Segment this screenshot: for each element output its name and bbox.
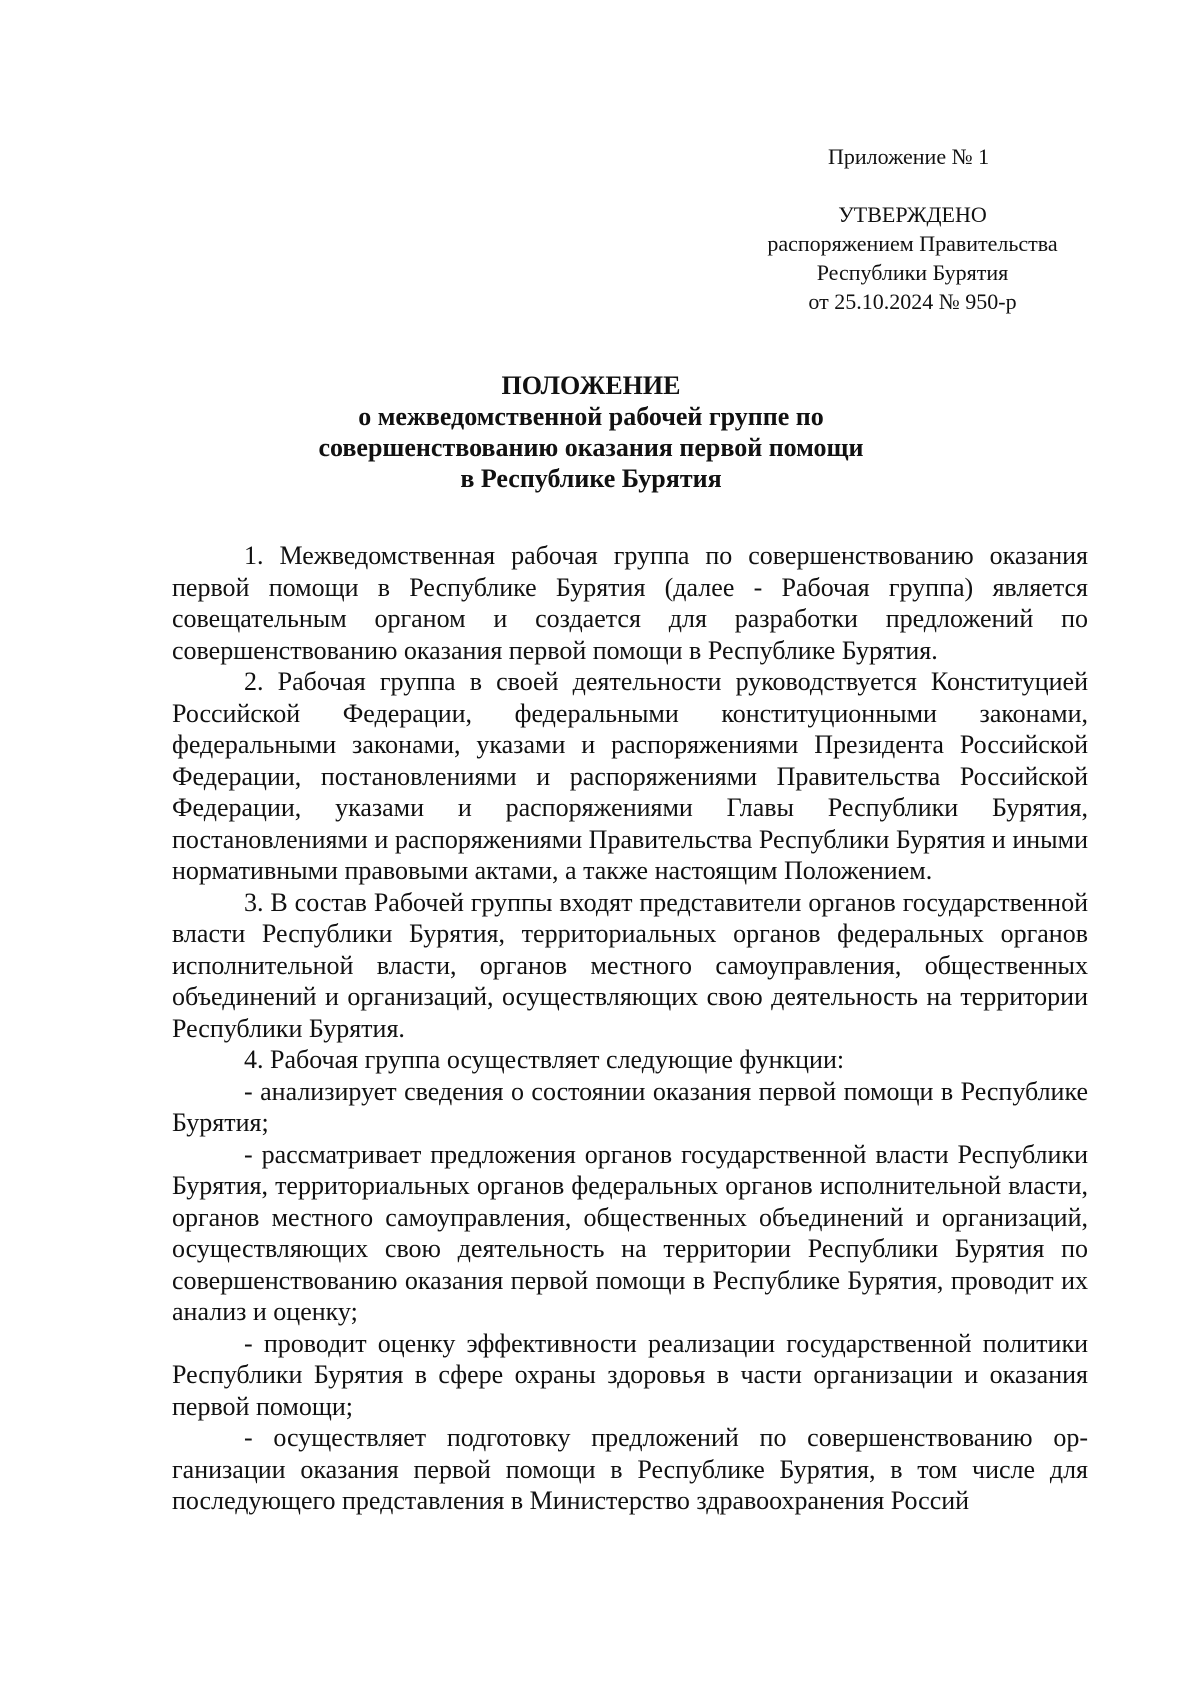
title-line: о межведомственной рабочей группе по [358, 402, 824, 431]
title-line: совершенствованию оказания первой помощи [318, 433, 864, 462]
list-item: - осуществляет подготовку предложений по совершенствованию организации оказания первой помощи в Республике Бурятия, в том числе для последующего представления в Министерство здравоохранения Россий [172, 1423, 1088, 1515]
document-title [150, 370, 1032, 494]
approval-heading: УТВЕРЖДЕНО [838, 202, 987, 227]
list-item: - рассматривает предложения органов государственной власти Республики Бурятия, территориальных органов федеральных органов исполнительной власти, органов местного самоуправления, общественных объединений и организаций, осуществляющих свою деятельность на территории Республики Бурятия по совершенствованию оказания первой помощи в Республике Бурятия, проводит их анализ и оценку; [172, 1139, 1088, 1326]
paragraph-3: 3. В состав Рабочей группы входят представители органов государственной власти Республики Бурятия, территориальных органов федеральных органов исполнительной власти, органов местного самоуправления, общественных объединений и организаций, осуществляющих свою деятельность на территории Республики Бурятия. [172, 887, 1088, 1043]
list-item: - проводит оценку эффективности реализации государственной политики Республики Бурятия в сфере охраны здоровья в части организации и оказания первой помощи; [172, 1328, 1088, 1421]
paragraph-1: 1. Межведомственная рабочая группа по совершенствованию оказания первой помощи в Республике Бурятия (далее - Рабочая группа) является совещательным органом и создается для разработки предложений по совершенствованию оказания первой помощи в Республике Бурятия. [172, 541, 1088, 665]
approval-line: Республики Бурятия [816, 260, 1009, 285]
list-item: - анализирует сведения о состоянии оказания первой помощи в Республике Бурятия; [172, 1076, 1088, 1137]
title-line: в Республике Бурятия [460, 464, 722, 493]
approval-date-number: от 25.10.2024 № 950-р [808, 289, 1017, 314]
approval-block [740, 200, 1085, 316]
paragraph-4: 4. Рабочая группа осуществляет следующие функции: [244, 1045, 845, 1074]
paragraph-2: 2. Рабочая группа в своей деятельности руководствуется Конституцией Российской Федерации, федеральными конституционными законами, федеральными законами, указами и распоряжениями Президента Российской Федерации, постановлениями и распоряжениями Правительства Российской Федерации, указами и распоряжениями Главы Республики Бурятия, постановлениями и распоряжениями Правительства Республики Бурятия и иными нормативными правовыми актами, а также настоящим Положением. [172, 667, 1088, 885]
approval-line: распоряжением Правительства [767, 231, 1058, 256]
appendix-label: Приложение № 1 [828, 144, 990, 169]
title-heading: ПОЛОЖЕНИЕ [501, 371, 681, 400]
document-body [172, 540, 1088, 1517]
